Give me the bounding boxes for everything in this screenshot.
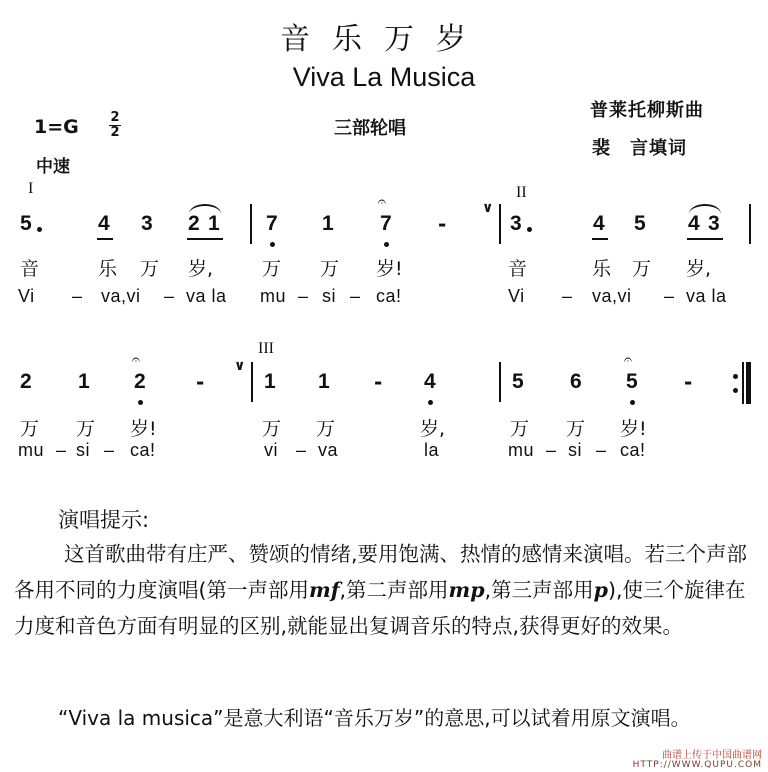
- fermata-icon: 𝄐: [624, 352, 632, 368]
- note: 7: [380, 212, 392, 235]
- lyric-en: mu: [18, 440, 45, 460]
- lyric-en: va,vi: [592, 286, 632, 306]
- underline: [187, 238, 223, 240]
- low-octave-dot: [428, 400, 433, 405]
- note: 1: [208, 212, 220, 235]
- augmentation-dot: [37, 227, 42, 232]
- lyric-en: –: [350, 286, 361, 306]
- note: 3: [708, 212, 720, 235]
- note: 6: [570, 370, 582, 393]
- lyric-en: si: [322, 286, 336, 306]
- lyric-cn: 万: [632, 258, 652, 280]
- repeat-thick-bar: [746, 362, 751, 404]
- lyric-en: –: [562, 286, 573, 306]
- hint-text: ,第二声部用: [339, 578, 449, 602]
- lyric-cn: 万: [320, 258, 340, 280]
- lyric-cn: 万: [20, 418, 40, 440]
- lyric-cn: 万: [262, 418, 282, 440]
- note: 5: [634, 212, 646, 235]
- barline: [499, 362, 501, 402]
- lyric-cn: 万: [262, 258, 282, 280]
- underline: [592, 238, 608, 240]
- lyric-en: si: [76, 440, 90, 460]
- note: 3: [141, 212, 153, 235]
- watermark-url: HTTP://WWW.QUPU.COM: [632, 760, 762, 770]
- lyric-en: va la: [186, 286, 227, 306]
- lyric-en: –: [56, 440, 67, 460]
- key-signature: 1=G: [34, 116, 79, 138]
- dash: -: [438, 212, 447, 236]
- lyric-en: mu: [260, 286, 287, 306]
- note: 2: [20, 370, 32, 393]
- barline: [499, 204, 501, 244]
- section-marker-1: I: [28, 180, 34, 197]
- repeat-dot: [733, 388, 738, 393]
- lyric-cn: 万: [566, 418, 586, 440]
- lyric-cn: 万: [316, 418, 336, 440]
- meter-bottom: 2: [110, 125, 120, 140]
- lyric-en: –: [664, 286, 675, 306]
- lyric-cn: 音: [20, 258, 40, 280]
- lyric-cn: 万: [140, 258, 160, 280]
- low-octave-dot: [384, 242, 389, 247]
- lyric-en: ca!: [376, 286, 402, 306]
- note: 4: [688, 212, 700, 235]
- watermark-site: 曲谱上传于中国曲谱网: [662, 750, 762, 761]
- dynamic-mp: mp: [448, 578, 485, 602]
- note: 1: [322, 212, 334, 235]
- tempo-marking: 中速: [36, 157, 70, 177]
- time-signature: [108, 112, 122, 139]
- lyricist-credit: 裴 言填词: [592, 138, 687, 159]
- dash: -: [374, 370, 383, 394]
- lyric-cn: 万: [76, 418, 96, 440]
- note: 4: [424, 370, 436, 393]
- lyric-en: –: [546, 440, 557, 460]
- hint-paragraph-1: [14, 536, 754, 644]
- note: 4: [593, 212, 605, 235]
- hint-text: ,第三声部用: [484, 578, 594, 602]
- section-marker-2: II: [516, 184, 527, 201]
- lyric-en: vi: [264, 440, 278, 460]
- lyric-en: va,vi: [101, 286, 141, 306]
- lyric-en: –: [596, 440, 607, 460]
- lyric-en: Vi: [508, 286, 525, 306]
- lyric-en: la: [424, 440, 440, 460]
- lyric-en: –: [164, 286, 175, 306]
- form-label: 三部轮唱: [334, 118, 406, 139]
- dash: -: [196, 370, 205, 394]
- breath-mark: ∨: [482, 200, 494, 216]
- lyric-cn: 乐: [592, 258, 612, 280]
- lyric-en: –: [104, 440, 115, 460]
- fermata-icon: 𝄐: [132, 352, 140, 368]
- dynamic-mf: mf: [309, 578, 340, 602]
- lyric-en: mu: [508, 440, 535, 460]
- hint-text: ),使三个旋律在力度和音色方面有明显的区别,就能显出复调音乐的特点,获得更好的效果。: [14, 578, 746, 638]
- note: 1: [78, 370, 90, 393]
- lyric-cn: 岁!: [130, 418, 157, 440]
- title-chinese: 音乐万岁: [280, 22, 488, 57]
- barline: [251, 362, 253, 402]
- title-english: Viva La Musica: [292, 62, 476, 92]
- note: 3: [510, 212, 522, 235]
- lyric-cn: 乐: [98, 258, 118, 280]
- lyric-en: Vi: [18, 286, 35, 306]
- lyric-cn: 岁,: [188, 258, 214, 280]
- slur: [689, 204, 721, 214]
- lyric-cn: 岁,: [420, 418, 446, 440]
- note: 1: [318, 370, 330, 393]
- lyric-en: –: [72, 286, 83, 306]
- note: 2: [188, 212, 200, 235]
- fermata-icon: 𝄐: [378, 194, 386, 210]
- lyric-en: –: [296, 440, 307, 460]
- lyric-en: ca!: [130, 440, 156, 460]
- lyric-cn: 万: [510, 418, 530, 440]
- dash: -: [684, 370, 693, 394]
- low-octave-dot: [138, 400, 143, 405]
- breath-mark: ∨: [234, 358, 246, 374]
- note: 7: [266, 212, 278, 235]
- low-octave-dot: [630, 400, 635, 405]
- lyric-cn: 岁!: [620, 418, 647, 440]
- note: 5: [512, 370, 524, 393]
- lyric-en: –: [298, 286, 309, 306]
- lyric-en: si: [568, 440, 582, 460]
- underline: [687, 238, 723, 240]
- slur: [189, 204, 221, 214]
- repeat-thin-bar: [742, 362, 744, 404]
- lyric-en: va la: [686, 286, 727, 306]
- dynamic-p: p: [593, 578, 608, 602]
- lyric-cn: 音: [508, 258, 528, 280]
- note: 4: [98, 212, 110, 235]
- meter-top: 2: [110, 110, 120, 125]
- hint-title: 演唱提示:: [58, 508, 150, 532]
- underline: [97, 238, 113, 240]
- barline: [749, 204, 751, 244]
- note: 5: [20, 212, 32, 235]
- hint-text: 这首歌曲带有庄严、赞颂的情绪,要用饱满、热情的感情来演唱。若三个声部各用不同的力度演唱(第一声部用: [14, 542, 748, 602]
- lyric-cn: 岁!: [376, 258, 403, 280]
- hint-paragraph-2: “Viva la musica”是意大利语“音乐万岁”的意思,可以试着用原文演唱。: [58, 706, 691, 730]
- lyric-en: ca!: [620, 440, 646, 460]
- note: 5: [626, 370, 638, 393]
- lyric-en: va: [318, 440, 339, 460]
- lyric-cn: 岁,: [686, 258, 712, 280]
- low-octave-dot: [270, 242, 275, 247]
- note: 2: [134, 370, 146, 393]
- augmentation-dot: [527, 227, 532, 232]
- note: 1: [264, 370, 276, 393]
- repeat-dot: [733, 374, 738, 379]
- barline: [250, 204, 252, 244]
- composer-credit: 普莱托柳斯曲: [590, 100, 704, 121]
- section-marker-3: III: [258, 340, 274, 357]
